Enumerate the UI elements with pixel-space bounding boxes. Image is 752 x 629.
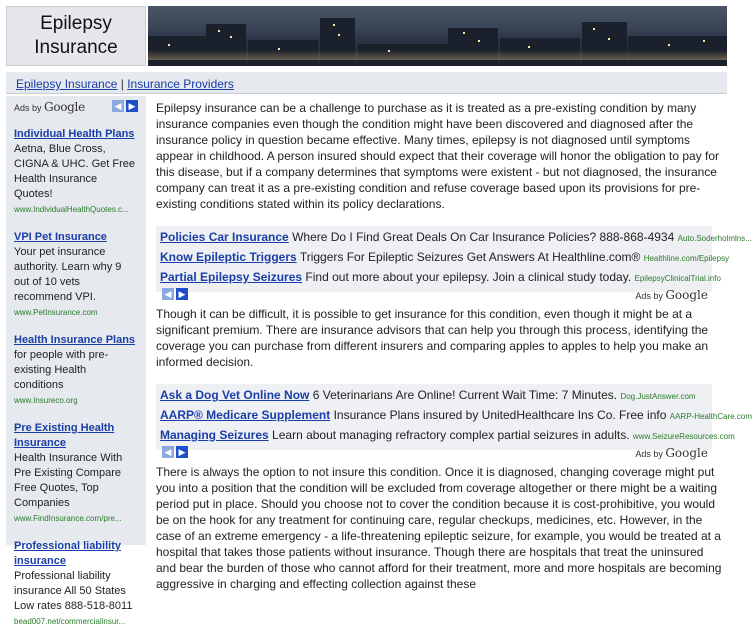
article-paragraph: Though it can be difficult, it is possible to get insurance for this condition, even though it might be at a significant premium. There are insurance advisors that can help you through this process, identifying the coverage you can purchase from different insurers and comparing apples to apples to help you make an informed decision. [156,307,709,369]
inline-ad-title[interactable]: Managing Seizures [160,428,269,442]
inline-ad [160,406,752,426]
inline-ad-block [156,226,752,302]
inline-ad-body: Learn about managing refractory complex partial seizures in adults. [272,428,630,442]
sidebar-ad-title[interactable]: Health Insurance Plans [14,334,136,346]
chevron-right-icon[interactable]: ▶ [176,288,188,300]
inline-ad [160,248,730,268]
inline-ad [160,386,708,406]
nav-separator: | [120,77,124,91]
inline-ad-title[interactable]: Know Epileptic Triggers [160,250,297,264]
google-text: Google [665,446,708,460]
nav-link-insurance-providers[interactable]: Insurance Providers [127,77,234,91]
inline-ad-body: Insurance Plans insured by UnitedHealthcare Ins Co. Free info [333,408,667,422]
inline-ad [160,268,721,288]
inline-ad-body: Where Do I Find Great Deals On Car Insurance Policies? 888-868-4934 [292,230,675,244]
header-banner-image [148,6,727,66]
main-content [156,96,752,591]
inline-ad-title[interactable]: Policies Car Insurance [160,230,289,244]
site-logo[interactable] [6,6,146,66]
chevron-right-icon[interactable]: ▶ [176,446,188,458]
nav-link-epilepsy-insurance[interactable]: Epilepsy Insurance [16,77,118,91]
inline-ad-footer [160,446,708,459]
top-navigation [6,72,727,94]
inline-ad-block [156,384,752,460]
sidebar-ad-title[interactable]: Individual Health Plans [14,128,135,140]
google-text: Google [44,100,85,114]
ads-by-text: Ads by [14,103,42,113]
inline-ad-url[interactable]: EpilepsyClinicalTrial.info [634,274,721,283]
sidebar-ad-title[interactable]: Professional liability insurance [14,540,121,567]
inline-ad-url[interactable]: AARP-HealthCare.com [669,412,752,421]
inline-ad-url[interactable]: www.SeizureResources.com [632,432,735,441]
sidebar-ad [14,333,138,408]
sidebar-ad-body: for people with pre-existing Health conditions [14,349,109,391]
sidebar-ad [14,421,138,526]
chevron-left-icon[interactable]: ◀ [162,288,174,300]
ads-by-text: Ads by [635,291,663,301]
sidebar-ad-body: Professional liability insurance All 50 States Low rates 888-518-8011 [14,570,133,612]
google-text: Google [665,288,708,302]
sidebar-ad [14,127,138,217]
inline-ad-url[interactable]: Healthline.com/Epilepsy [643,254,730,263]
ads-by-google-label [635,288,708,302]
inline-ad-body: Triggers For Epileptic Seizures Get Answers At Healthline.com® [299,250,641,264]
chevron-left-icon[interactable]: ◀ [162,446,174,458]
inline-ad-title[interactable]: Partial Epilepsy Seizures [160,270,303,284]
sidebar-ad-body: Health Insurance With Pre Existing Compare Free Quotes, Top Companies [14,452,123,509]
inline-ad-body: 6 Veterinarians Are Online! Current Wait Time: 7 Minutes. [312,388,618,402]
sidebar-ad-url[interactable]: www.FindInsurance.com/pre... [14,514,122,523]
sidebar-ad-body: Aetna, Blue Cross, CIGNA & UHC. Get Free Health Insurance Quotes! [14,143,136,200]
article-paragraph: There is always the option to not insure this condition. Once it is diagnosed, changing coverage might put you into a position that the condition will be excluded from coverage altogether or there might be a waiting period put in place. Should you choose not to cover the condition because it is cost-prohibitive, you would be on the hook for any treatment for continuing care, regular checkups, medicines, etc. However, in the case of an extreme emergency - a life-threatening epileptic seizure, for example, you would be treated at a hospital that takes those patients without insurance. Though there are hospitals that treat the uninsured and bear the burden of those who cannot afford for their treatment, more and more hospitals are becoming aggressive in charging and effecting collection against these [156,465,722,591]
inline-ad-title[interactable]: AARP® Medicare Supplement [160,408,331,422]
header [0,0,727,70]
article-paragraph: Epilepsy insurance can be a challenge to purchase as it is treated as a pre-existing condition by many insurance companies even though the condition might have been discovered and diagnosed after the insurance policy in question became effective. Many times, epilepsy is not diagnosed until symptoms appear in childhood. A person insured should expect that their coverage will honor the obligation to pay for this disease, but if a company determines that symptoms were existent - but not diagnosed, the insurance company can treat it as a pre-existing condition and refuse coverage based upon its provisions for pre-existing conditions stated within its policy declarations. [156,101,720,211]
inline-ad-url[interactable]: Dog.JustAnswer.com [620,392,696,401]
site-title-line1: Epilepsy [40,13,112,34]
sidebar-ad [14,230,138,320]
sidebar-ad-url[interactable]: www.IndividualHealthQuotes.c... [14,205,129,214]
site-title-line2: Insurance [34,37,118,58]
ads-by-google-label [14,100,138,114]
sidebar-ad-url[interactable]: www.Insureco.org [14,396,78,405]
sidebar-ad [14,539,138,629]
sidebar-ads [6,96,146,626]
inline-ad-title[interactable]: Ask a Dog Vet Online Now [160,388,310,402]
inline-ad [160,426,735,446]
sidebar-ad-url[interactable]: www.PetInsurance.com [14,308,98,317]
sidebar-ad-url[interactable]: bead007.net/commercialinsur... [14,617,126,626]
sidebar-ad-body: Your pet insurance authority. Learn why 9 out of 10 vets recommend VPI. [14,246,122,303]
inline-ad-body: Find out more about your epilepsy. Join a clinical study today. [305,270,632,284]
inline-ad-url[interactable]: Auto.Soderholmlns... [677,234,752,243]
chevron-right-icon[interactable]: ▶ [126,100,138,112]
sidebar-ad-title[interactable]: VPI Pet Insurance [14,231,107,243]
chevron-left-icon[interactable]: ◀ [112,100,124,112]
inline-ad-footer [160,288,708,301]
inline-ad [160,228,752,248]
ads-by-google-label [635,446,708,460]
ads-by-text: Ads by [635,449,663,459]
sidebar-ad-title[interactable]: Pre Existing Health Insurance [14,422,115,449]
